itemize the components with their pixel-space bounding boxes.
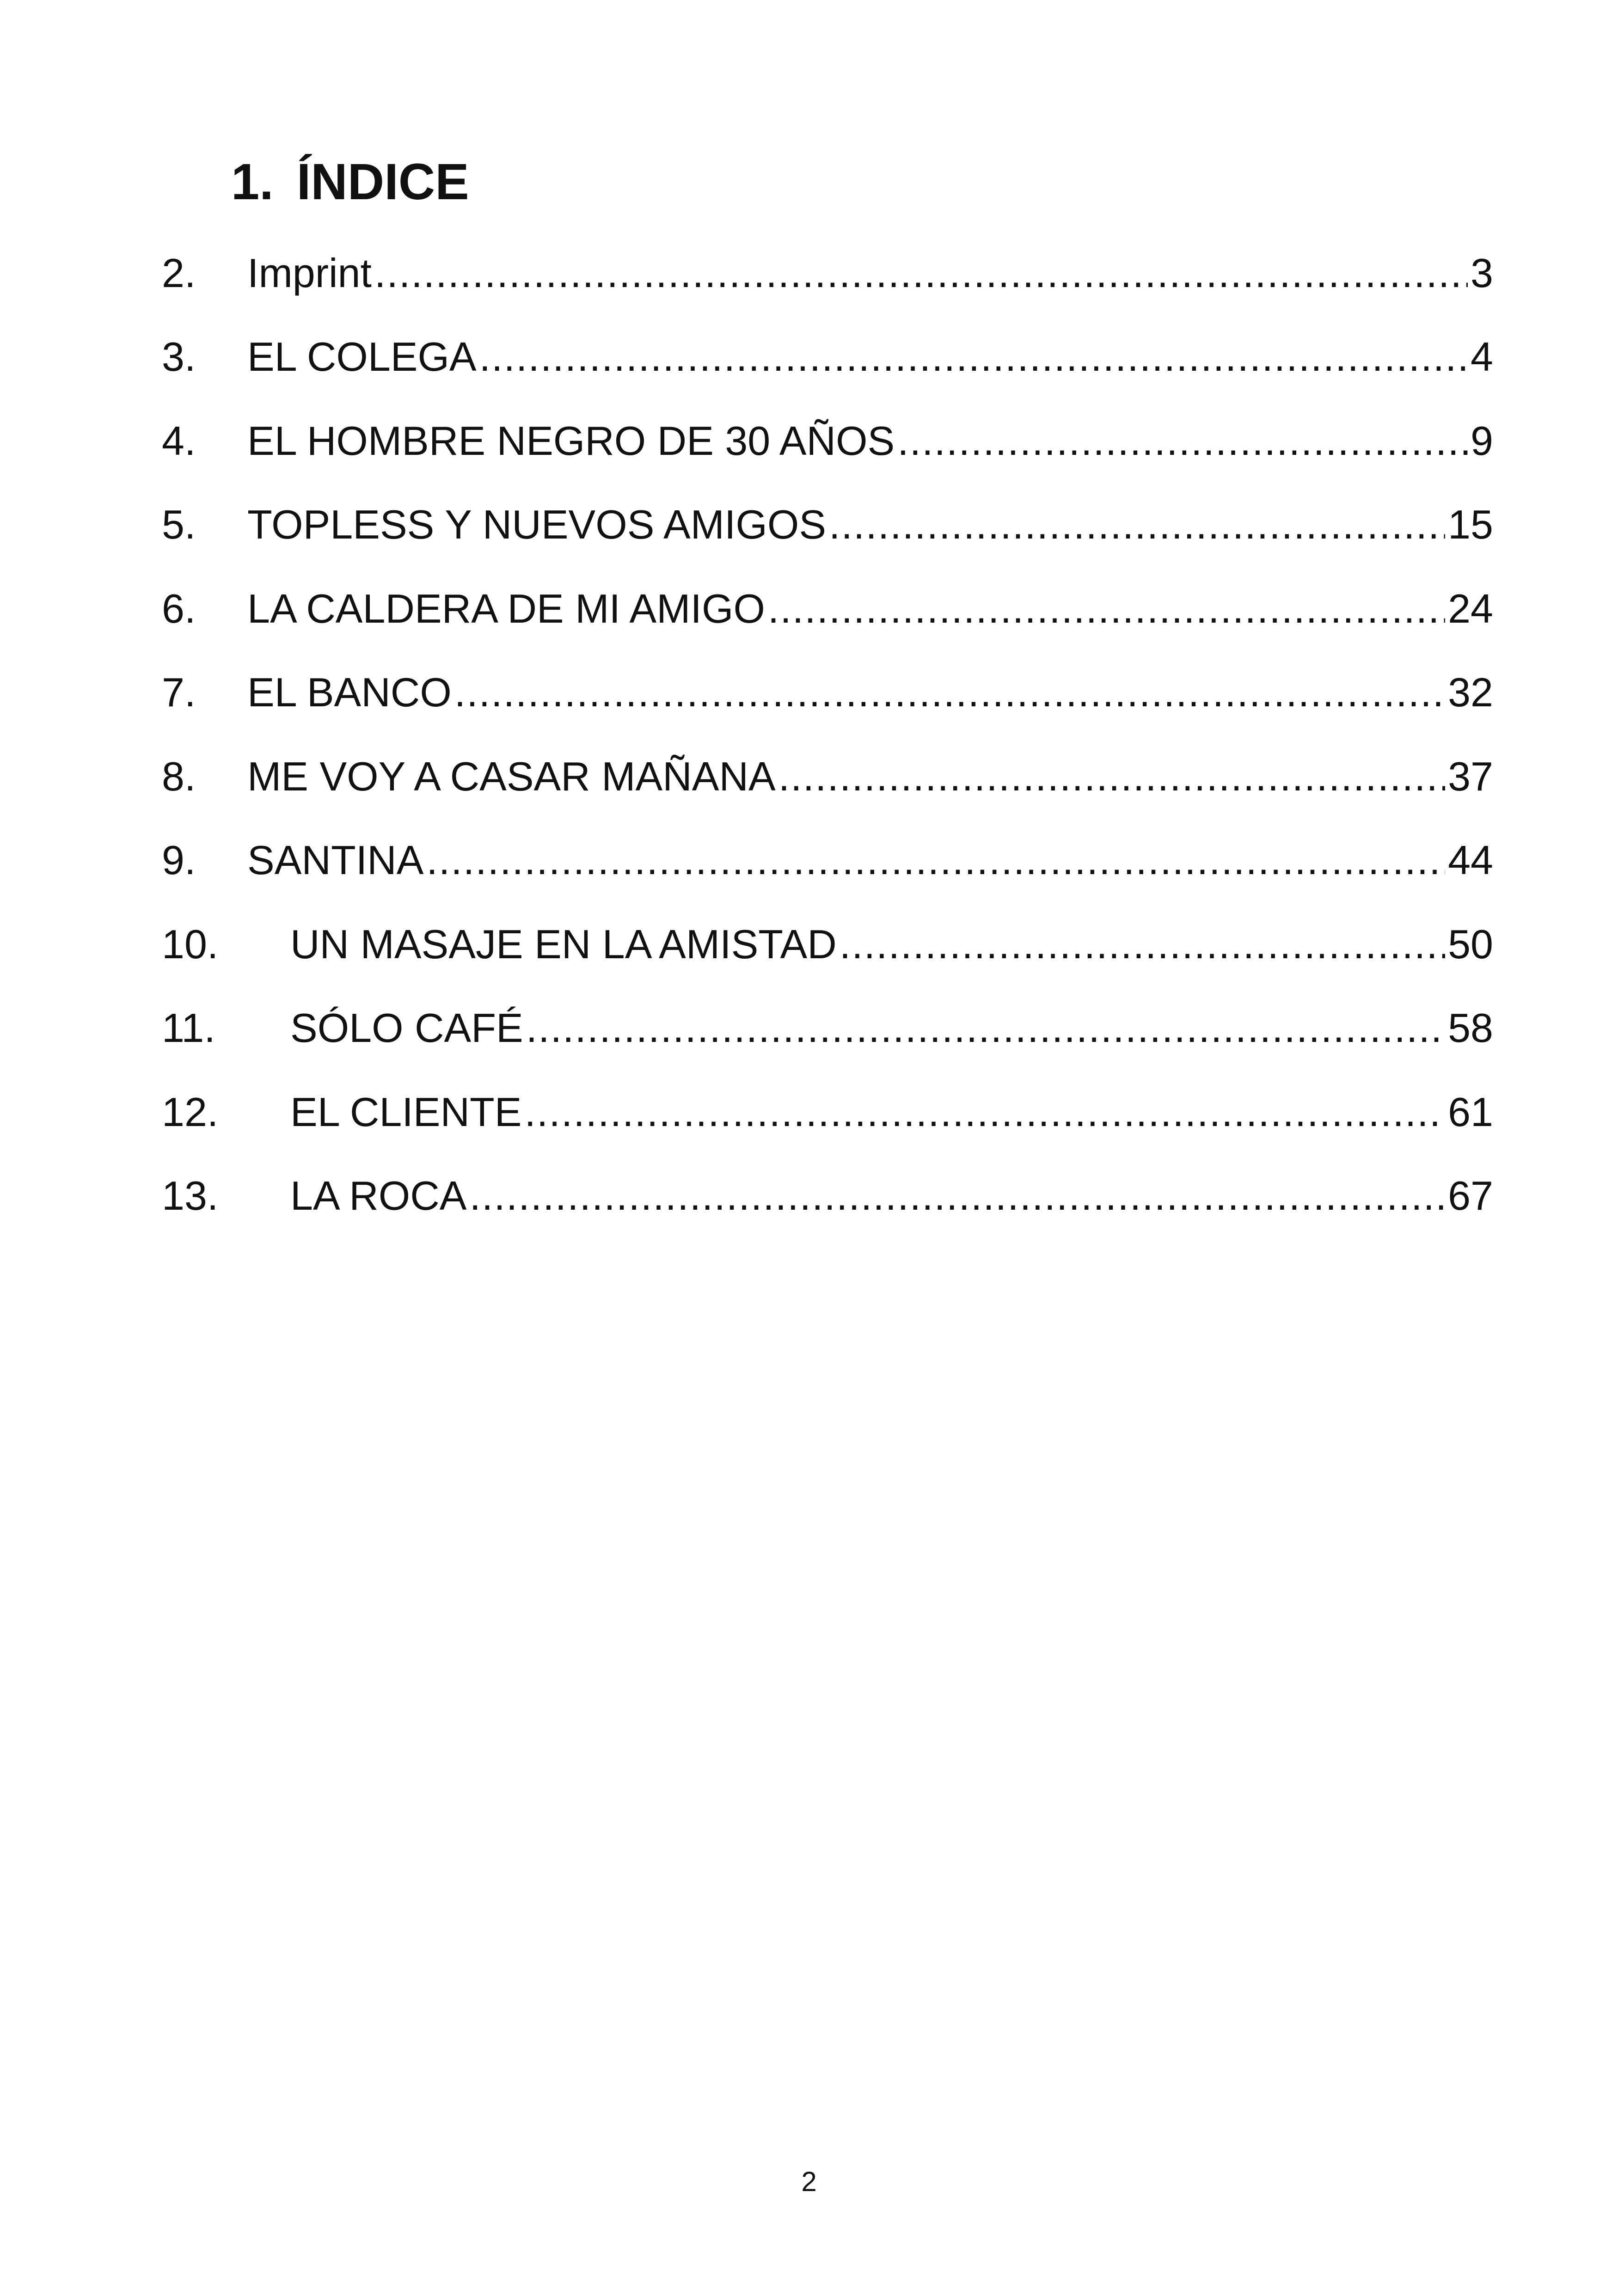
toc-entry-page: 9 xyxy=(1471,417,1493,464)
toc-entry-page: 32 xyxy=(1448,669,1493,716)
toc-dot-leader xyxy=(454,665,1445,720)
toc-dot-leader xyxy=(374,245,1468,301)
toc-entry-number: 5. xyxy=(162,502,196,548)
toc-entry[interactable] xyxy=(162,231,1493,315)
toc-entry-title: EL HOMBRE NEGRO DE 30 AÑOS xyxy=(247,417,895,464)
toc-dot-leader xyxy=(897,413,1468,469)
index-heading-title: ÍNDICE xyxy=(296,153,469,210)
toc-entry[interactable] xyxy=(162,735,1493,819)
toc-entry-title: SÓLO CAFÉ xyxy=(290,1005,523,1051)
table-of-contents xyxy=(162,231,1493,1238)
toc-entry-number: 10. xyxy=(162,921,219,967)
toc-entry-title: EL BANCO xyxy=(247,669,452,716)
toc-entry-page: 4 xyxy=(1471,334,1493,380)
index-heading-number: 1. xyxy=(231,153,274,210)
toc-entry-number: 13. xyxy=(162,1173,219,1219)
toc-entry-title: UN MASAJE EN LA AMISTAD xyxy=(290,921,837,967)
toc-entry-number: 12. xyxy=(162,1089,219,1135)
toc-dot-leader xyxy=(778,749,1445,804)
toc-entry-page: 50 xyxy=(1448,921,1493,967)
toc-entry[interactable] xyxy=(162,902,1493,986)
toc-entry-number: 7. xyxy=(162,669,196,716)
toc-entry-page: 24 xyxy=(1448,585,1493,631)
toc-entry-page: 15 xyxy=(1448,502,1493,548)
toc-entry-title: LA CALDERA DE MI AMIGO xyxy=(247,585,765,631)
toc-entry-page: 67 xyxy=(1448,1173,1493,1219)
toc-entry[interactable] xyxy=(162,483,1493,567)
toc-entry-title: TOPLESS Y NUEVOS AMIGOS xyxy=(247,502,827,548)
toc-entry-number: 2. xyxy=(162,250,196,296)
page-number: 2 xyxy=(801,2166,817,2197)
toc-entry-number: 3. xyxy=(162,334,196,380)
toc-entry-page: 3 xyxy=(1471,250,1493,296)
toc-entry-title: ME VOY A CASAR MAÑANA xyxy=(247,753,776,799)
toc-dot-leader xyxy=(840,917,1445,972)
toc-dot-leader xyxy=(469,1168,1445,1224)
toc-entry[interactable] xyxy=(162,819,1493,903)
toc-dot-leader xyxy=(526,1000,1445,1056)
toc-entry[interactable] xyxy=(162,567,1493,651)
toc-dot-leader xyxy=(829,497,1445,552)
toc-dot-leader xyxy=(768,581,1445,637)
toc-entry-title: LA ROCA xyxy=(290,1173,467,1219)
toc-entry[interactable] xyxy=(162,1154,1493,1238)
toc-entry[interactable] xyxy=(162,986,1493,1071)
toc-entry[interactable] xyxy=(162,651,1493,735)
toc-entry-number: 6. xyxy=(162,585,196,631)
toc-entry-number: 11. xyxy=(162,1005,215,1051)
toc-entry-number: 8. xyxy=(162,753,196,799)
toc-dot-leader xyxy=(479,329,1468,385)
toc-entry-number: 9. xyxy=(162,837,196,883)
index-heading xyxy=(231,147,469,217)
toc-entry-title: SANTINA xyxy=(247,837,424,883)
toc-entry[interactable] xyxy=(162,1070,1493,1154)
toc-entry-page: 44 xyxy=(1448,837,1493,883)
toc-entry-page: 37 xyxy=(1448,753,1493,799)
toc-dot-leader xyxy=(426,833,1445,888)
toc-entry-page: 61 xyxy=(1448,1089,1493,1135)
toc-entry[interactable] xyxy=(162,399,1493,483)
toc-entry-page: 58 xyxy=(1448,1005,1493,1051)
toc-entry-title: EL COLEGA xyxy=(247,334,477,380)
toc-entry-title: EL CLIENTE xyxy=(290,1089,522,1135)
toc-entry[interactable] xyxy=(162,315,1493,399)
toc-entry-title: Imprint xyxy=(247,250,372,296)
toc-dot-leader xyxy=(524,1084,1445,1140)
toc-entry-number: 4. xyxy=(162,417,196,464)
